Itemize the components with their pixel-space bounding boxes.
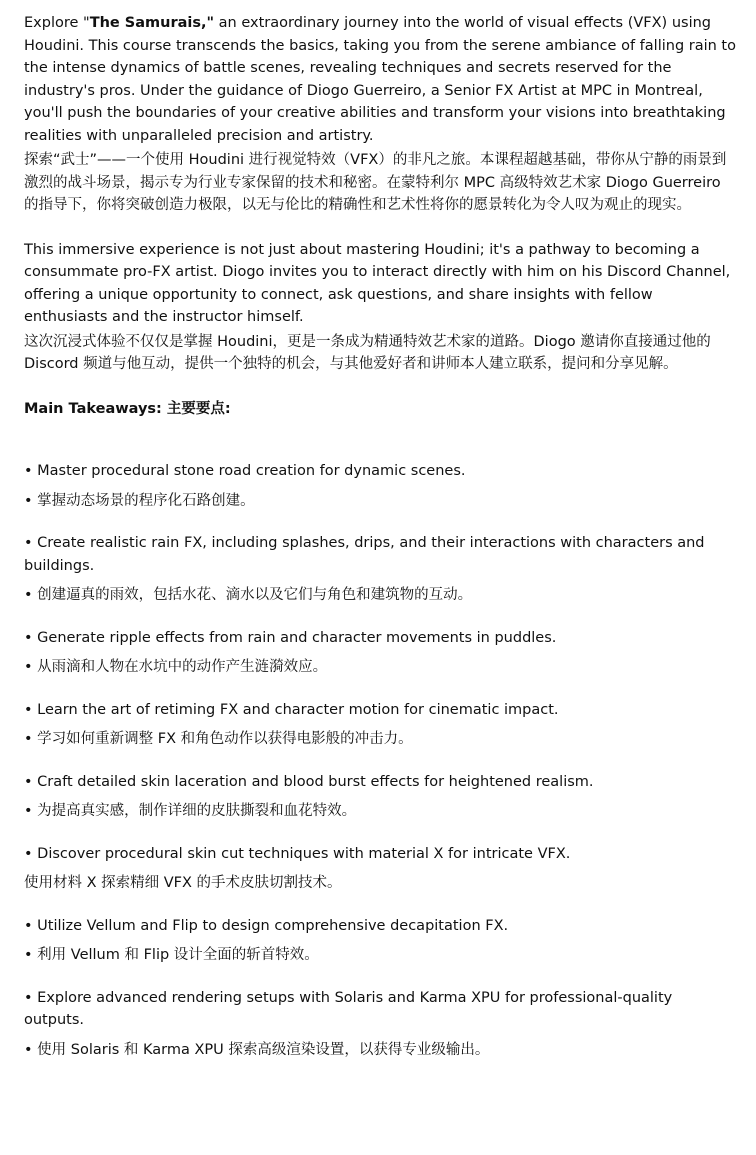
experience-paragraph-en: This immersive experience is not just about mastering Houdini; it's a pathway to becoming a consummate pro-FX artist. Diogo invites you to interact directly with him on his Discord Channel, offering a unique opportunity to connect, ask questions, and share insights with fellow enthusiasts and the instructor himself.: [24, 241, 731, 325]
list-item: [24, 460, 736, 512]
takeaway-cn: • 为提高真实感，制作详细的皮肤撕裂和血花特效。: [24, 803, 357, 819]
takeaway-cn: • 使用 Solaris 和 Karma XPU 探索高级渲染设置，以获得专业级输出。: [24, 1041, 490, 1058]
takeaway-cn: • 创建逼真的雨效，包括水花、滴水以及它们与角色和建筑物的互动。: [24, 587, 473, 603]
takeaway-en: • Master procedural stone road creation for dynamic scenes.: [24, 463, 466, 479]
intro-paragraph-cn: 探索“武士”——一个使用 Houdini 进行视觉特效（VFX）的非凡之旅。本课程超越基础，带你从宁静的雨景到激烈的战斗场景，揭示专为行业专家保留的技术和秘密。在蒙特利尔 MPC 高级特效艺术家 Diogo Guerreiro 的指导下，你将突破创造力极限，以无与伦比的精确性和艺术性将你的愿景转化为令人叹为观止的现实。: [24, 152, 727, 213]
list-item: [24, 771, 736, 823]
document-body: [24, 12, 736, 1061]
list-item: [24, 627, 736, 679]
intro-prefix: Explore ": [24, 15, 90, 31]
takeaway-en: • Craft detailed skin laceration and blood burst effects for heightened realism.: [24, 773, 594, 790]
list-item: [24, 532, 736, 607]
takeaway-en: • Utilize Vellum and Flip to design comprehensive decapitation FX.: [24, 917, 509, 934]
takeaway-en: • Create realistic rain FX, including splashes, drips, and their interactions with characters and buildings.: [24, 535, 705, 574]
intro-paragraph-en: [24, 12, 736, 147]
list-item: [24, 915, 736, 967]
takeaway-en: • Generate ripple effects from rain and character movements in puddles.: [24, 629, 557, 646]
experience-paragraph-cn: 这次沉浸式体验不仅仅是掌握 Houdini，更是一条成为精通特效艺术家的道路。Diogo 邀请你直接通过他的 Discord 频道与他互动，提供一个独特的机会，与其他爱好者和讲师本人建立联系，提问和分享见解。: [24, 333, 711, 372]
takeaway-en: • Explore advanced rendering setups with Solaris and Karma XPU for professional-quality outputs.: [24, 989, 673, 1028]
takeaway-en: • Discover procedural skin cut techniques with material X for intricate VFX.: [24, 845, 571, 862]
list-item: [24, 699, 736, 751]
takeaway-cn: • 掌握动态场景的程序化石路创建。: [24, 492, 255, 509]
takeaways-list: [24, 460, 736, 1061]
list-item: [24, 987, 736, 1062]
takeaway-cn: • 学习如何重新调整 FX 和角色动作以获得电影般的冲击力。: [24, 731, 413, 747]
takeaway-cn: 使用材料 X 探索精细 VFX 的手术皮肤切割技术。: [24, 875, 342, 891]
takeaways-heading: Main Takeaways: 主要要点:: [24, 400, 231, 417]
takeaway-en: • Learn the art of retiming FX and character motion for cinematic impact.: [24, 701, 559, 718]
course-title: The Samurais,": [89, 15, 215, 31]
list-item: [24, 843, 736, 895]
takeaway-cn: • 从雨滴和人物在水坑中的动作产生涟漪效应。: [24, 659, 328, 675]
intro-rest: an extraordinary journey into the world of visual effects (VFX) using Houdini. This course transcends the basics, taking you from the serene ambiance of falling rain to the intense dynamics of battle scenes, revealing techniques and secrets reserved for the industry's pros. Under the guidance of Diogo Guerreiro, a Senior FX Artist at MPC in Montreal, you'll push the boundaries of your creative abilities and transform your visions into breathtaking realities with unparalleled precision and artistry.: [24, 15, 736, 144]
takeaway-cn: • 利用 Vellum 和 Flip 设计全面的斩首特效。: [24, 947, 319, 963]
